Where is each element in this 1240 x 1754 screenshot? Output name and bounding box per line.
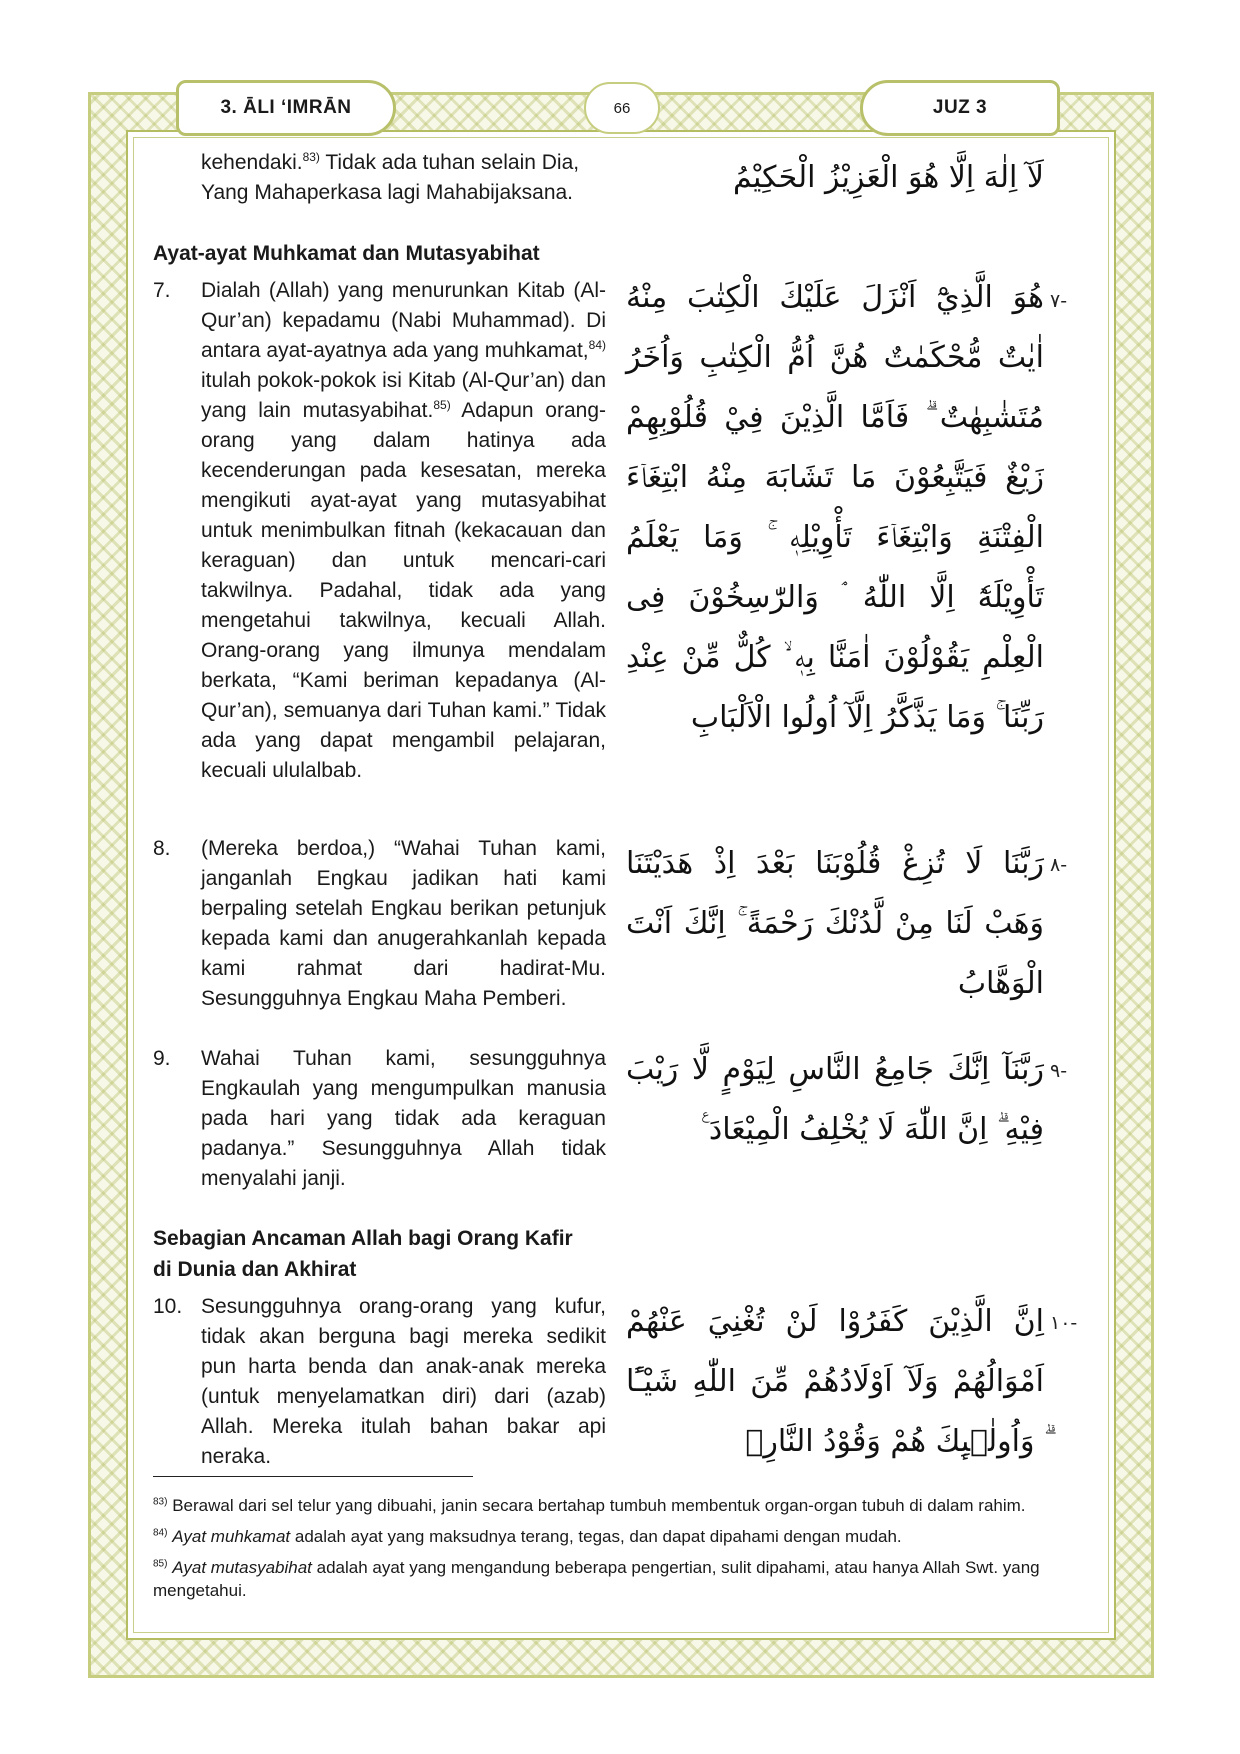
footnote-text: adalah ayat yang maksudnya terang, tegas, dan dapat dipahami dengan mudah. bbox=[290, 1527, 902, 1546]
footnote-number: 84) bbox=[153, 1527, 168, 1539]
verse-10-translation bbox=[153, 1292, 606, 1472]
continuation-arabic: لَآ اِلٰهَ اِلَّا هُوَ الْعَزِيْزُ الْحَكِيْمُ bbox=[733, 160, 1044, 195]
continuation-text-b: Tidak ada tuhan selain Dia, Yang Mahaperkasa lagi Mahabijaksana. bbox=[201, 151, 580, 204]
section-heading: Ayat-ayat Muhkamat dan Mutasyabihat bbox=[153, 242, 540, 265]
arabic-verse-number: ٨- bbox=[1050, 854, 1068, 876]
verse-text: Wahai Tuhan kami, sesungguhnya Engkaulah yang mengumpulkan manusia pada hari yang tidak ada keraguan padanya.” Sesungguhnya Allah tidak menyalahi janji. bbox=[201, 1047, 606, 1190]
verse-number: 7. bbox=[153, 279, 171, 302]
footnote-text: Berawal dari sel telur yang dibuahi, janin secara bertahap tumbuh membentuk organ-organ tubuh di dalam rahim. bbox=[172, 1496, 1026, 1515]
verse-number: 8. bbox=[153, 837, 171, 860]
verse-number: 10. bbox=[153, 1295, 183, 1318]
footnote-ref-85[interactable]: 85) bbox=[433, 398, 451, 412]
verse-8-arabic: رَبَّنَا لَا تُزِغْ قُلُوْبَنَا بَعْدَ اِذْ هَدَيْتَنَا وَهَبْ لَنَا مِنْ لَّدُنْكَ رَحْمَةً ۚ اِنَّكَ اَنْتَ الْوَهَّابُ bbox=[626, 846, 1044, 1001]
page-number: 66 bbox=[613, 99, 631, 117]
footnote-term: Ayat muhkamat bbox=[172, 1527, 291, 1546]
continuation-translation bbox=[153, 148, 606, 208]
arabic-verse-number: ٧- bbox=[1050, 290, 1068, 312]
continuation-text-a: kehendaki. bbox=[201, 151, 303, 174]
page-number-badge bbox=[584, 82, 660, 134]
footnote-number: 83) bbox=[153, 1496, 168, 1508]
verse-8-translation bbox=[153, 834, 606, 1014]
footnote-ref-83[interactable]: 83) bbox=[302, 150, 320, 164]
verse-text: Sesungguhnya orang-orang yang kufur, tidak akan berguna bagi mereka sedikit pun harta benda dan anak-anak mereka (untuk menyelamatkan diri) dari (azab) Allah. Mereka itulah bahan bakar api neraka. bbox=[201, 1295, 606, 1468]
juz-header-tab bbox=[860, 80, 1060, 136]
juz-label: JUZ 3 bbox=[932, 97, 988, 118]
verse-text: Adapun orang-orang yang dalam hatinya ada kecenderungan pada kesesatan, mereka mengikuti ayat-ayat yang mutasyabihat untuk menimbulkan fitnah (kekacauan dan keraguan) dan untuk mencari-cari takwilnya. Padahal, tidak ada yang mengetahui takwilnya, kecuali Allah. Orang-orang yang ilmunya mendalam berkata, “Kami beriman kepadanya (Al-Qur’an), semuanya dari Tuhan kami.” Tidak ada yang dapat mengambil pelajaran, kecuali ululalbab. bbox=[201, 399, 606, 782]
surah-name: 3. ĀLI ‘IMRĀN bbox=[220, 97, 352, 118]
verse-9-translation bbox=[153, 1044, 606, 1194]
footnote-85 bbox=[153, 1556, 1093, 1602]
verse-number: 9. bbox=[153, 1047, 171, 1070]
verse-text: (Mereka berdoa,) “Wahai Tuhan kami, janganlah Engkau jadikan hati kami berpaling setelah Engkau berikan petunjuk kepada kami dan anugerahkanlah kepada kami rahmat dari hadirat-Mu. Sesungguhnya Engkau Maha Pemberi. bbox=[201, 837, 606, 1010]
footnote-term: Ayat mutasyabihat bbox=[172, 1558, 312, 1577]
verse-7-arabic: هُوَ الَّذِيْٓ اَنْزَلَ عَلَيْكَ الْكِتٰبَ مِنْهُ اٰيٰتٌ مُّحْكَمٰتٌ هُنَّ اُمُّ الْكِتٰبِ وَاُخَرُ مُتَشٰبِهٰتٌ ۗ فَاَمَّا الَّذِيْنَ فِيْ قُلُوْبِهِمْ زَيْغٌ فَيَتَّبِعُوْنَ مَا تَشَابَهَ مِنْهُ ابْتِغَاۤءَ الْفِتْنَةِ وَابْتِغَاۤءَ تَأْوِيْلِهٖ ۚ وَمَا يَعْلَمُ تَأْوِيْلَهٗٓ اِلَّا اللّٰهُ ۘ وَالرّٰسِخُوْنَ فِى الْعِلْمِ يَقُوْلُوْنَ اٰمَنَّا بِهٖ ۙ كُلٌّ مِّنْ عِنْدِ رَبِّنَا ۚ وَمَا يَذَّكَّرُ اِلَّآ اُولُوا الْاَلْبَابِ bbox=[626, 280, 1044, 735]
verse-text: itulah pokok-pokok isi Kitab (Al-Qur’an) dan yang lain mutasyabihat. bbox=[201, 369, 606, 422]
arabic-verse-number: ١٠- bbox=[1050, 1312, 1078, 1334]
footnote-number: 85) bbox=[153, 1558, 168, 1570]
section-heading: Sebagian Ancaman Allah bagi Orang Kafir di Dunia dan Akhirat bbox=[153, 1227, 573, 1281]
footnote-divider bbox=[153, 1476, 473, 1477]
footnote-ref-84[interactable]: 84) bbox=[588, 338, 606, 352]
verse-10-arabic: اِنَّ الَّذِيْنَ كَفَرُوْا لَنْ تُغْنِيَ عَنْهُمْ اَمْوَالُهُمْ وَلَآ اَوْلَادُهُمْ مِّنَ اللّٰهِ شَيْـًٔا ۗ وَاُولٰۤىِٕكَ هُمْ وَقُوْدُ النَّارِۙ bbox=[626, 1304, 1044, 1459]
verse-7-translation bbox=[153, 276, 606, 786]
arabic-verse-number: ٩- bbox=[1050, 1060, 1068, 1082]
verse-9-arabic: رَبَّنَآ اِنَّكَ جَامِعُ النَّاسِ لِيَوْمٍ لَّا رَيْبَ فِيْهِ ۗ اِنَّ اللّٰهَ لَا يُخْلِفُ الْمِيْعَادَ ࣖ bbox=[626, 1052, 1044, 1147]
footnote-83 bbox=[153, 1494, 1093, 1517]
verse-text: Dialah (Allah) yang menurunkan Kitab (Al-Qur’an) kepadamu (Nabi Muhammad). Di antara ayat-ayatnya ada yang muhkamat, bbox=[201, 279, 606, 362]
surah-header-tab bbox=[176, 80, 396, 136]
footnote-84 bbox=[153, 1525, 1093, 1548]
footnote-text: adalah ayat yang mengandung beberapa pengertian, sulit dipahami, atau hanya Allah Swt. yang mengetahui. bbox=[153, 1558, 1040, 1600]
